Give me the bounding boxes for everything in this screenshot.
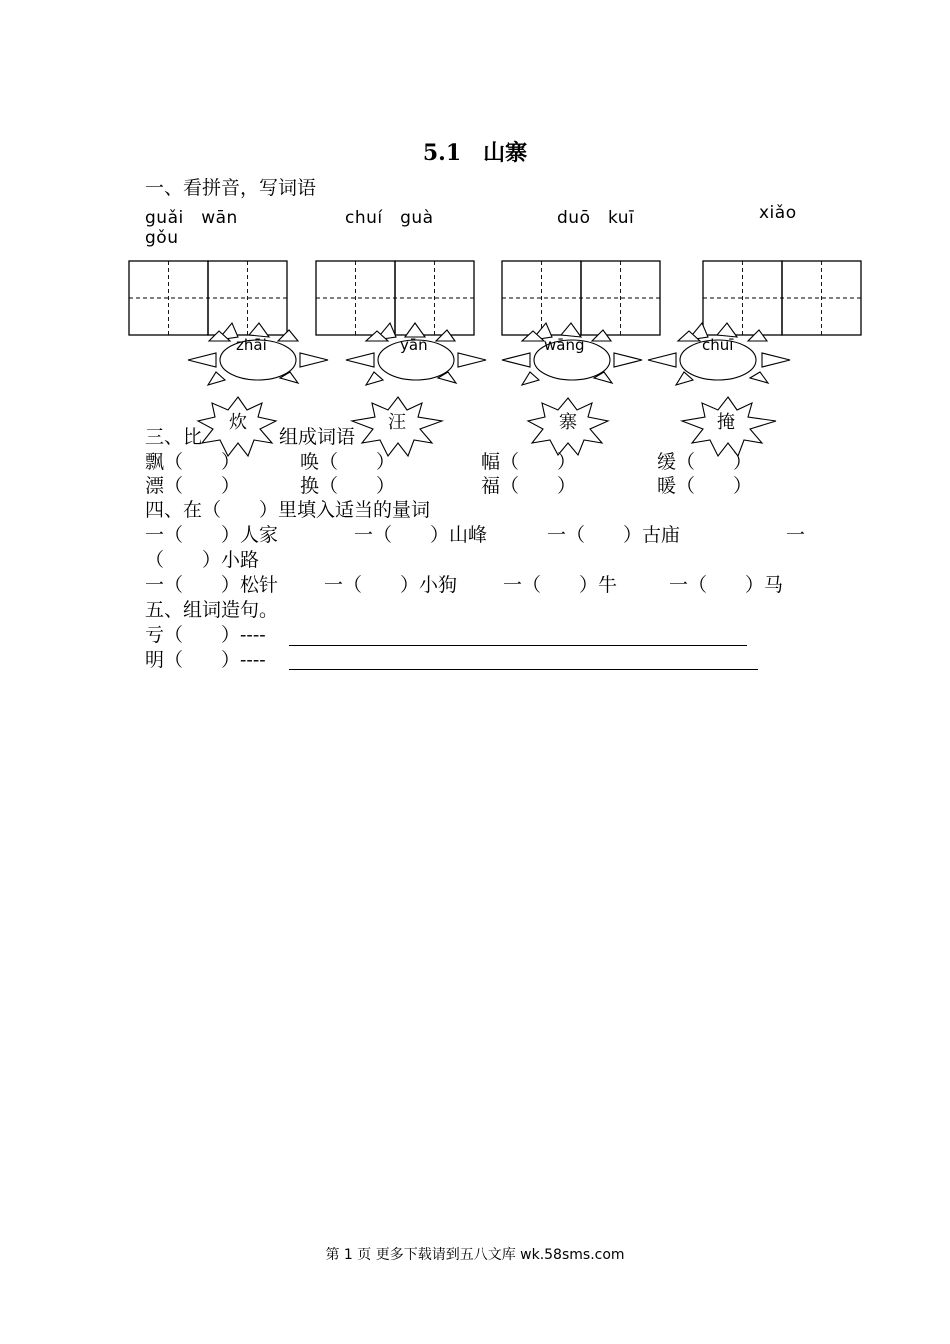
sun-1-pinyin: zhāi — [236, 336, 267, 354]
sun-1 — [188, 323, 328, 385]
writing-grid-2 — [316, 261, 474, 335]
pinyin-chuigua: chuí guà — [345, 208, 434, 228]
page-title: 5.1 山寨 — [422, 140, 528, 166]
measure-item-niu: 一（ ）牛 — [503, 574, 618, 596]
measure-item-songzhen: 一（ ）松针 — [145, 574, 279, 596]
pinyin-duokui: duō kuī — [557, 208, 635, 228]
answer-line-kui — [289, 645, 747, 646]
answer-line-ming — [289, 669, 758, 670]
starburst-1-char: 炊 — [229, 412, 247, 433]
sun-4-pinyin: chuī — [702, 336, 734, 354]
measure-item-ma: 一（ ）马 — [669, 574, 784, 596]
compare-row1-item1: 飘（ ） — [145, 451, 241, 473]
measure-item-renjia: 一（ ）人家 — [145, 524, 279, 546]
sentence-item-kui: 亏（ ）---- — [145, 624, 266, 646]
starburst-3-char: 寨 — [559, 412, 577, 433]
compare-row2-item4: 暖（ ） — [657, 475, 753, 497]
section5-heading: 五、组词造句。 — [145, 599, 279, 621]
compare-row1-item3: 幅（ ） — [481, 451, 577, 473]
section3-heading-a: 三、比 — [145, 426, 203, 448]
compare-row1-item2: 唤（ ） — [300, 451, 396, 473]
pinyin-xiao: xiǎo — [759, 203, 797, 223]
starburst-2-char: 汪 — [388, 412, 406, 433]
sentence-item-ming: 明（ ）---- — [145, 649, 266, 671]
page-footer: 第 1 页 更多下载请到五八文库 wk.58sms.com — [325, 1247, 625, 1263]
starburst-4-char: 掩 — [717, 412, 735, 433]
compare-row2-item3: 福（ ） — [481, 475, 577, 497]
sun-4 — [648, 323, 790, 385]
pinyin-gou: gǒu — [145, 228, 179, 248]
sun-2-pinyin: yān — [400, 336, 428, 354]
writing-grids — [0, 0, 950, 460]
writing-grid-3 — [502, 261, 660, 335]
writing-grid-1 — [129, 261, 287, 335]
section1-heading: 一、看拼音，写词语 — [145, 177, 317, 199]
compare-row2-item2: 换（ ） — [300, 475, 396, 497]
compare-row1-item4: 缓（ ） — [657, 451, 753, 473]
measure-item-xiaogou: 一（ ）小狗 — [324, 574, 458, 596]
measure-item-xiaolu: （ ）小路 — [145, 549, 260, 571]
section3-heading-b: 组成词语 — [279, 426, 356, 448]
measure-item-shanfeng: 一（ ）山峰 — [354, 524, 488, 546]
compare-row2-item1: 漂（ ） — [145, 475, 241, 497]
measure-item-yi: 一 — [786, 524, 806, 546]
measure-item-gumiao: 一（ ）古庙 — [547, 524, 681, 546]
pinyin-guaiwan: guǎi wān — [145, 208, 238, 228]
sun-3 — [502, 323, 642, 385]
sun-2 — [346, 323, 486, 385]
sun-3-pinyin: wāng — [544, 336, 585, 354]
section4-heading: 四、在（ ）里填入适当的量词 — [145, 499, 431, 521]
